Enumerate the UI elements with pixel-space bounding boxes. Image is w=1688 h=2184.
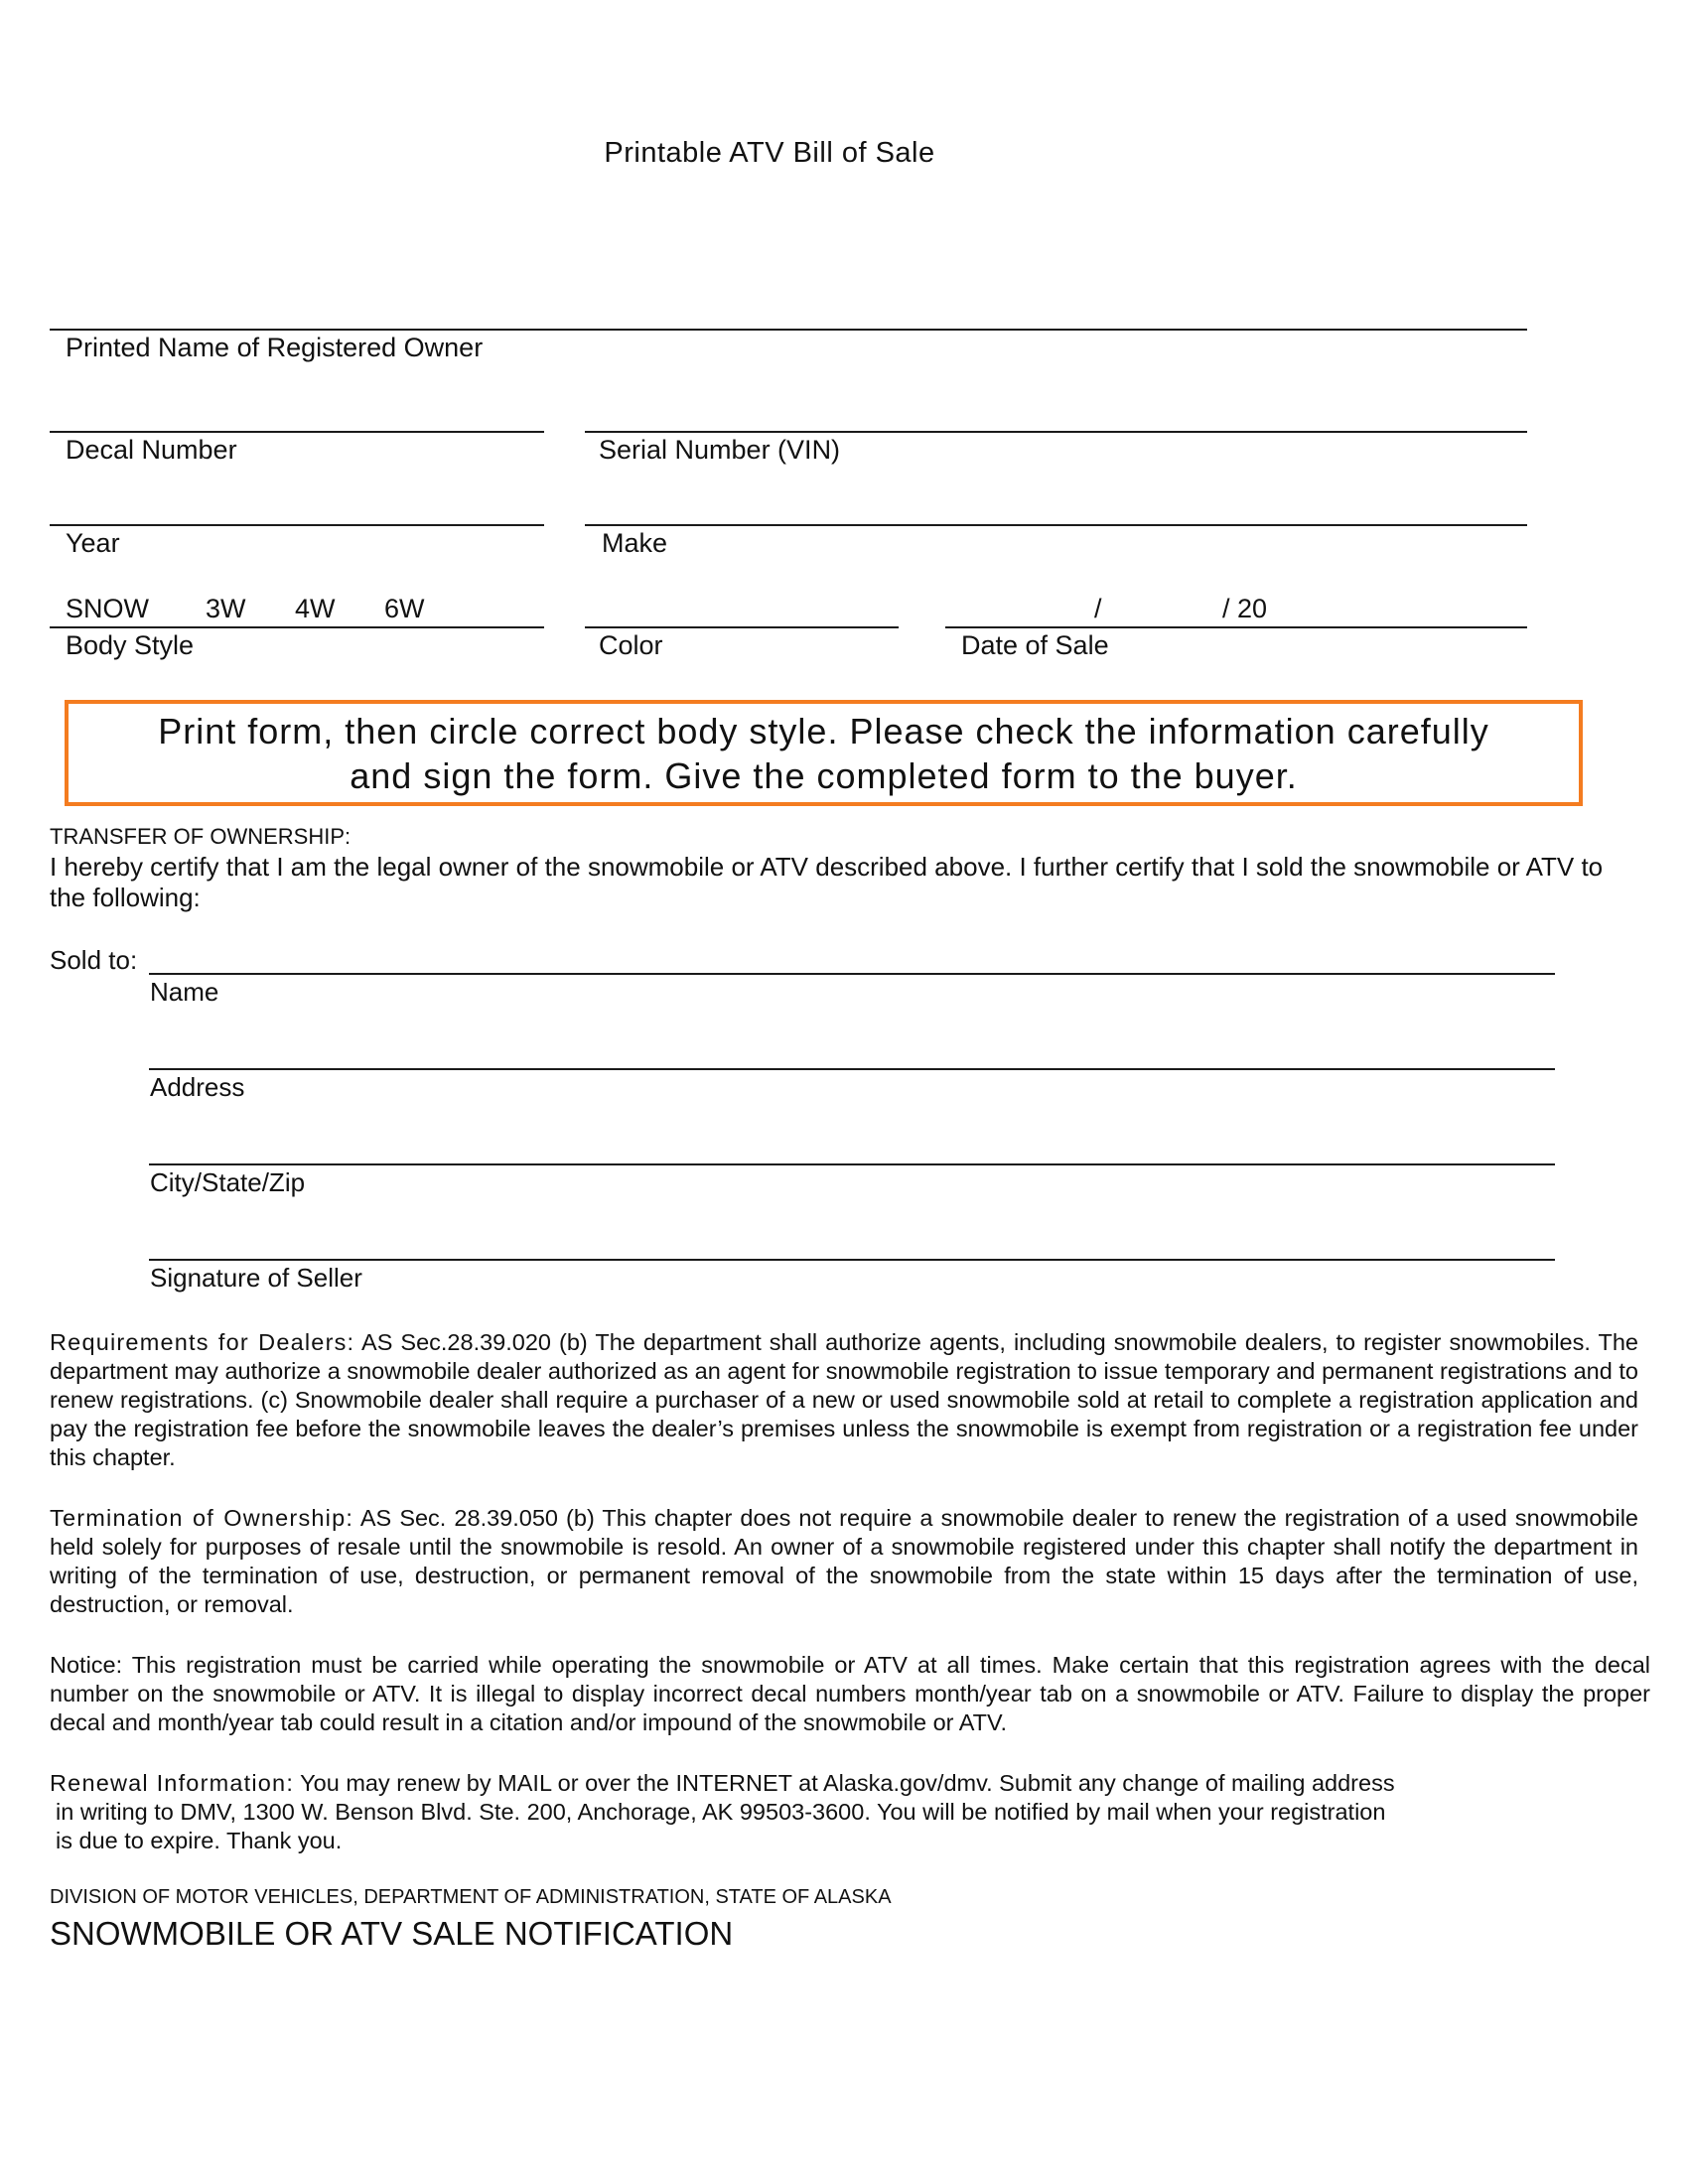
body-style-option-snow[interactable]: SNOW <box>66 594 149 623</box>
year-label: Year <box>66 528 120 558</box>
termination-lead: Termination of Ownership: <box>50 1505 354 1531</box>
notice-body: This registration must be carried while operating the snowmobile or ATV at all times. Make certain that this registration agrees with the decal number on the snowmobile or ATV. It is illegal to display incorrect decal numbers month/year tab on a snowmobile or ATV. Failure to display the proper decal and month/year tab could result in a citation and/or impound of the snowmobile or ATV. <box>50 1652 1650 1735</box>
date-of-sale-line[interactable] <box>945 626 1527 628</box>
transfer-text: I hereby certify that I am the legal owner of the snowmobile or ATV described above. I further certify that I sold the snowmobile or ATV to the following: <box>50 852 1604 912</box>
seller-signature-line[interactable] <box>149 1259 1555 1261</box>
dealers-body: AS Sec.28.39.020 (b) The department shall authorize agents, including snowmobile dealers, to register snowmobiles. The department may authorize a snowmobile dealer authorized as an agent for snowmobile registration to issue temporary and permanent registrations and to renew registrations. (c) Snowmobile dealer shall require a purchaser of a new or used snowmobile sold at retail to complete a registration application and pay the registration fee before the snowmobile leaves the dealer’s premises unless the snowmobile is exempt from registration or a registration fee under this chapter. <box>50 1329 1638 1470</box>
transfer-heading: TRANSFER OF OWNERSHIP: <box>50 824 352 849</box>
page-title: Printable ATV Bill of Sale <box>604 137 935 169</box>
renewal-paragraph <box>50 1769 1395 1855</box>
buyer-city-line[interactable] <box>149 1163 1555 1165</box>
instruction-line-1: Print form, then circle correct body style. Please check the information carefully <box>158 711 1489 751</box>
sold-to-label: Sold to: <box>50 945 138 975</box>
renewal-lead: Renewal Information: <box>50 1770 295 1796</box>
color-label: Color <box>599 630 663 660</box>
date-slash: / <box>1094 594 1102 623</box>
body-style-option-4w[interactable]: 4W <box>295 594 336 623</box>
buyer-address-line[interactable] <box>149 1068 1555 1070</box>
instruction-line-2: and sign the form. Give the completed form to the buyer. <box>350 755 1298 796</box>
date-year-prefix: / 20 <box>1222 594 1268 623</box>
agency-line: DIVISION OF MOTOR VEHICLES, DEPARTMENT OF ADMINISTRATION, STATE OF ALASKA <box>50 1886 892 1908</box>
notice-paragraph <box>50 1651 1650 1737</box>
date-of-sale-label: Date of Sale <box>961 630 1109 660</box>
owner-name-label: Printed Name of Registered Owner <box>66 333 484 362</box>
renewal-line-2: in writing to DMV, 1300 W. Benson Blvd. Ste. 200, Anchorage, AK 99503-3600. You will be notified by mail when your registration <box>56 1799 1386 1825</box>
buyer-address-label: Address <box>150 1072 245 1102</box>
body-style-line <box>50 626 544 628</box>
body-style-option-6w[interactable]: 6W <box>384 594 425 623</box>
owner-name-line[interactable] <box>50 329 1527 331</box>
decal-number-label: Decal Number <box>66 435 237 465</box>
make-label: Make <box>602 528 668 558</box>
form-title: SNOWMOBILE OR ATV SALE NOTIFICATION <box>50 1915 734 1952</box>
decal-number-line[interactable] <box>50 431 544 433</box>
instruction-box <box>65 700 1583 806</box>
dealers-requirements-paragraph <box>50 1328 1638 1472</box>
serial-number-line[interactable] <box>585 431 1527 433</box>
renewal-line-1 <box>50 1769 1395 1798</box>
serial-number-label: Serial Number (VIN) <box>599 435 841 465</box>
body-style-label: Body Style <box>66 630 195 660</box>
termination-body: AS Sec. 28.39.050 (b) This chapter does not require a snowmobile dealer to renew the registration of a used snowmobile held solely for purposes of resale until the snowmobile is resold. An owner of a snowmobile registered under this chapter shall notify the department in writing of the termination of use, destruction, or permanent removal of the snowmobile from the state within 15 days after the termination of use, destruction, or removal. <box>50 1505 1638 1617</box>
make-line[interactable] <box>585 524 1527 526</box>
renewal-line-1-body: You may renew by MAIL or over the INTERNET at Alaska.gov/dmv. Submit any change of mailing address <box>294 1770 1395 1796</box>
seller-signature-label: Signature of Seller <box>150 1263 362 1293</box>
dealers-lead: Requirements for Dealers: <box>50 1329 355 1355</box>
termination-paragraph <box>50 1504 1638 1619</box>
renewal-line-3: is due to expire. Thank you. <box>56 1828 343 1853</box>
buyer-name-line[interactable] <box>149 973 1555 975</box>
buyer-city-label: City/State/Zip <box>150 1167 306 1197</box>
color-line[interactable] <box>585 626 899 628</box>
year-line[interactable] <box>50 524 544 526</box>
buyer-name-label: Name <box>150 977 219 1007</box>
notice-lead: Notice: <box>50 1652 123 1678</box>
body-style-option-3w[interactable]: 3W <box>206 594 246 623</box>
